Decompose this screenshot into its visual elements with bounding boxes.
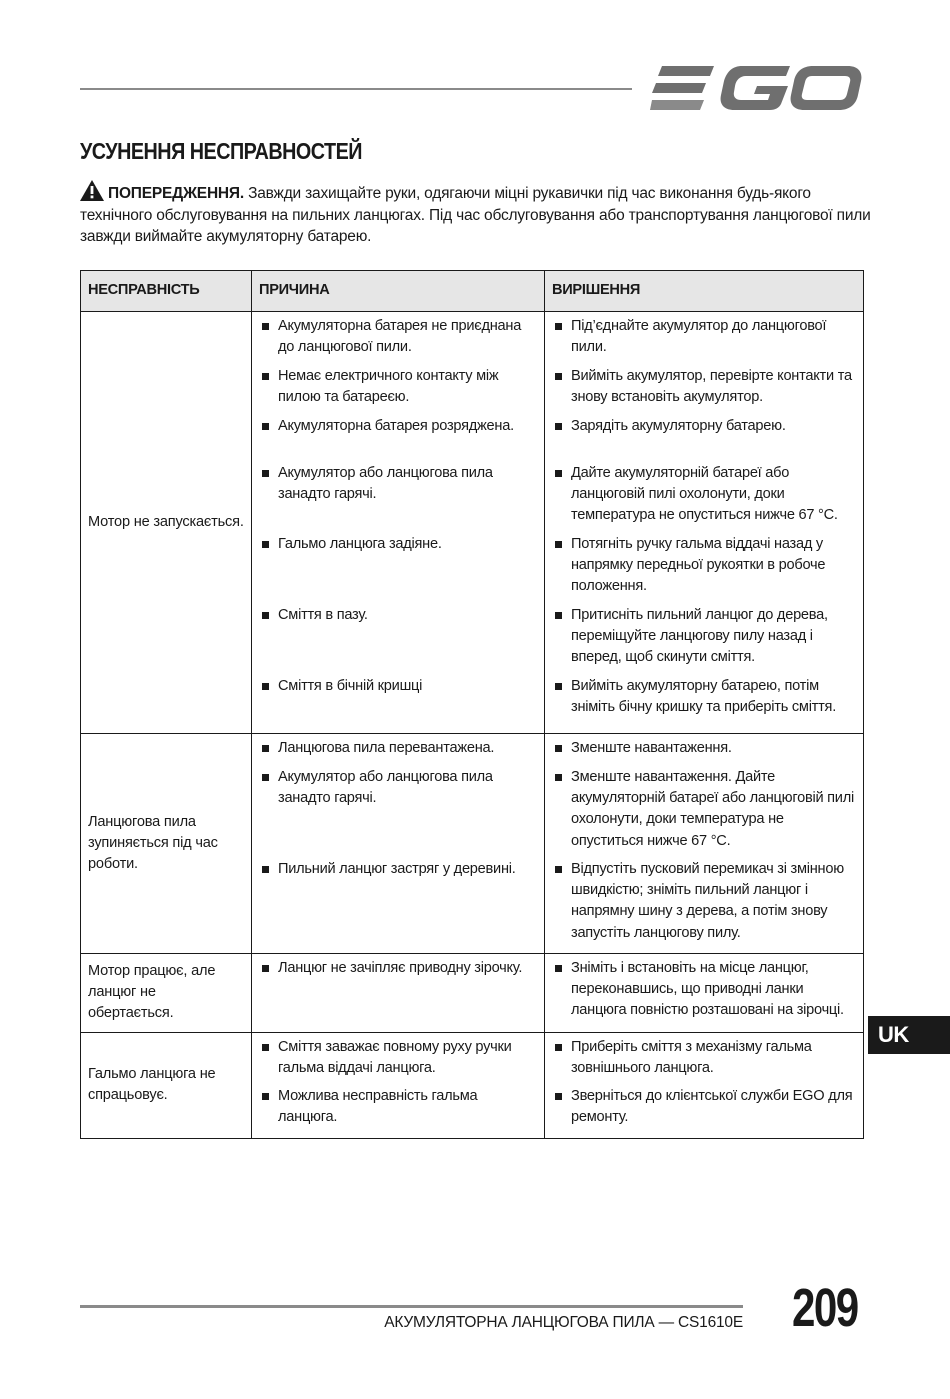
language-tab-uk: UK <box>868 1016 950 1054</box>
solution-cell <box>545 734 864 954</box>
cause-cell <box>252 953 545 1032</box>
cause-cell <box>252 734 545 954</box>
ego-logo <box>650 64 862 112</box>
solution-item: Зарядіть акумуляторну батарею. <box>555 416 855 456</box>
fault-cell: Ланцюгова пила зупиняється під час роботи. <box>81 734 252 954</box>
header-cause: ПРИЧИНА <box>252 271 545 312</box>
footer-rule <box>80 1305 743 1308</box>
table-header-row <box>81 271 864 312</box>
header-rule <box>80 88 632 90</box>
solution-item: Потягніть ручку гальма віддачі назад у напрямку передньої рукоятки в робоче положення. <box>555 534 855 598</box>
fault-cell: Мотор працює, але ланцюг не обертається. <box>81 953 252 1032</box>
cause-item: Сміття в пазу. <box>262 605 536 669</box>
solution-item: Відпустіть пусковий перемикач зі змінною швидкістю; зніміть пильний ланцюг і напрямну шину з дерева, а потім знову запустіть ланцюгову пилу. <box>555 859 855 944</box>
warning-label: ПОПЕРЕДЖЕННЯ. <box>108 185 244 202</box>
troubleshooting-table <box>80 270 864 1139</box>
cause-item: Сміття заважає повному руху ручки гальма віддачі ланцюга. <box>262 1037 536 1079</box>
cause-item: Акумулятор або ланцюгова пила занадто гарячі. <box>262 767 536 852</box>
cause-item: Гальмо ланцюга задіяне. <box>262 534 536 598</box>
cause-item: Немає електричного контакту між пилою та батареєю. <box>262 366 536 409</box>
cause-item: Ланцюгова пила перевантажена. <box>262 738 536 760</box>
header-fault: НЕСПРАВНІСТЬ <box>81 271 252 312</box>
solution-item: Зверніться до клієнтської служби EGO для ремонту. <box>555 1086 855 1128</box>
table-row <box>81 734 864 954</box>
solution-item: Зменште навантаження. Дайте акумуляторній батареї або ланцюговій пилі охолонути, доки температура не опуститься нижче 67 °C. <box>555 767 855 852</box>
table-row <box>81 953 864 1032</box>
solution-item: Зніміть і встановіть на місце ланцюг, переконавшись, що приводні ланки ланцюга повністю розташовані на зірочці. <box>555 958 855 1023</box>
cause-item: Пильний ланцюг застряг у деревині. <box>262 859 536 929</box>
troubleshooting-table-container <box>80 270 863 1139</box>
solution-cell <box>545 1032 864 1138</box>
cause-cell <box>252 312 545 734</box>
solution-item: Приберіть сміття з механізму гальма зовнішнього ланцюга. <box>555 1037 855 1079</box>
table-row <box>81 312 864 734</box>
solution-cell <box>545 312 864 734</box>
header-solution: ВИРІШЕННЯ <box>545 271 864 312</box>
cause-item: Ланцюг не зачіпляє приводну зірочку. <box>262 958 536 1023</box>
solution-item: Зменште навантаження. <box>555 738 855 760</box>
solution-item: Вийміть акумуляторну батарею, потім зніміть бічну кришку та приберіть сміття. <box>555 676 855 724</box>
warning-text: Завжди захищайте руки, одягаючи міцні рукавички під час виконання будь-якого технічного обслуговування на пильних ланцюгах. Під час обслуговування або транспортування ланцюгової пили завжди виймайте акумуляторну батарею. <box>80 185 871 245</box>
solution-item: Під’єднайте акумулятор до ланцюгової пили. <box>555 316 855 359</box>
solution-item: Притисніть пильний ланцюг до дерева, переміщуйте ланцюгову пилу назад і вперед, щоб скинути сміття. <box>555 605 855 669</box>
fault-cell: Мотор не запускається. <box>81 312 252 734</box>
cause-item: Акумуляторна батарея розряджена. <box>262 416 536 456</box>
warning-triangle-icon <box>80 180 104 201</box>
solution-item: Дайте акумуляторній батареї або ланцюговій пилі охолонути, доки температура не опуститься нижче 67 °C. <box>555 463 855 527</box>
solution-cell <box>545 953 864 1032</box>
table-row <box>81 1032 864 1138</box>
cause-item: Акумулятор або ланцюгова пила занадто гарячі. <box>262 463 536 527</box>
solution-item: Вийміть акумулятор, перевірте контакти та знову встановіть акумулятор. <box>555 366 855 409</box>
page-title: УСУНЕННЯ НЕСПРАВНОСТЕЙ <box>80 138 362 164</box>
warning-block <box>80 180 880 248</box>
cause-item: Можлива несправність гальма ланцюга. <box>262 1086 536 1128</box>
page-number: 209 <box>792 1278 858 1338</box>
cause-item: Акумуляторна батарея не приєднана до ланцюгової пили. <box>262 316 536 359</box>
cause-item: Сміття в бічній кришці <box>262 676 536 724</box>
footer-text: АКУМУЛЯТОРНА ЛАНЦЮГОВА ПИЛА — CS1610E <box>384 1314 743 1331</box>
cause-cell <box>252 1032 545 1138</box>
fault-cell: Гальмо ланцюга не спрацьовує. <box>81 1032 252 1138</box>
